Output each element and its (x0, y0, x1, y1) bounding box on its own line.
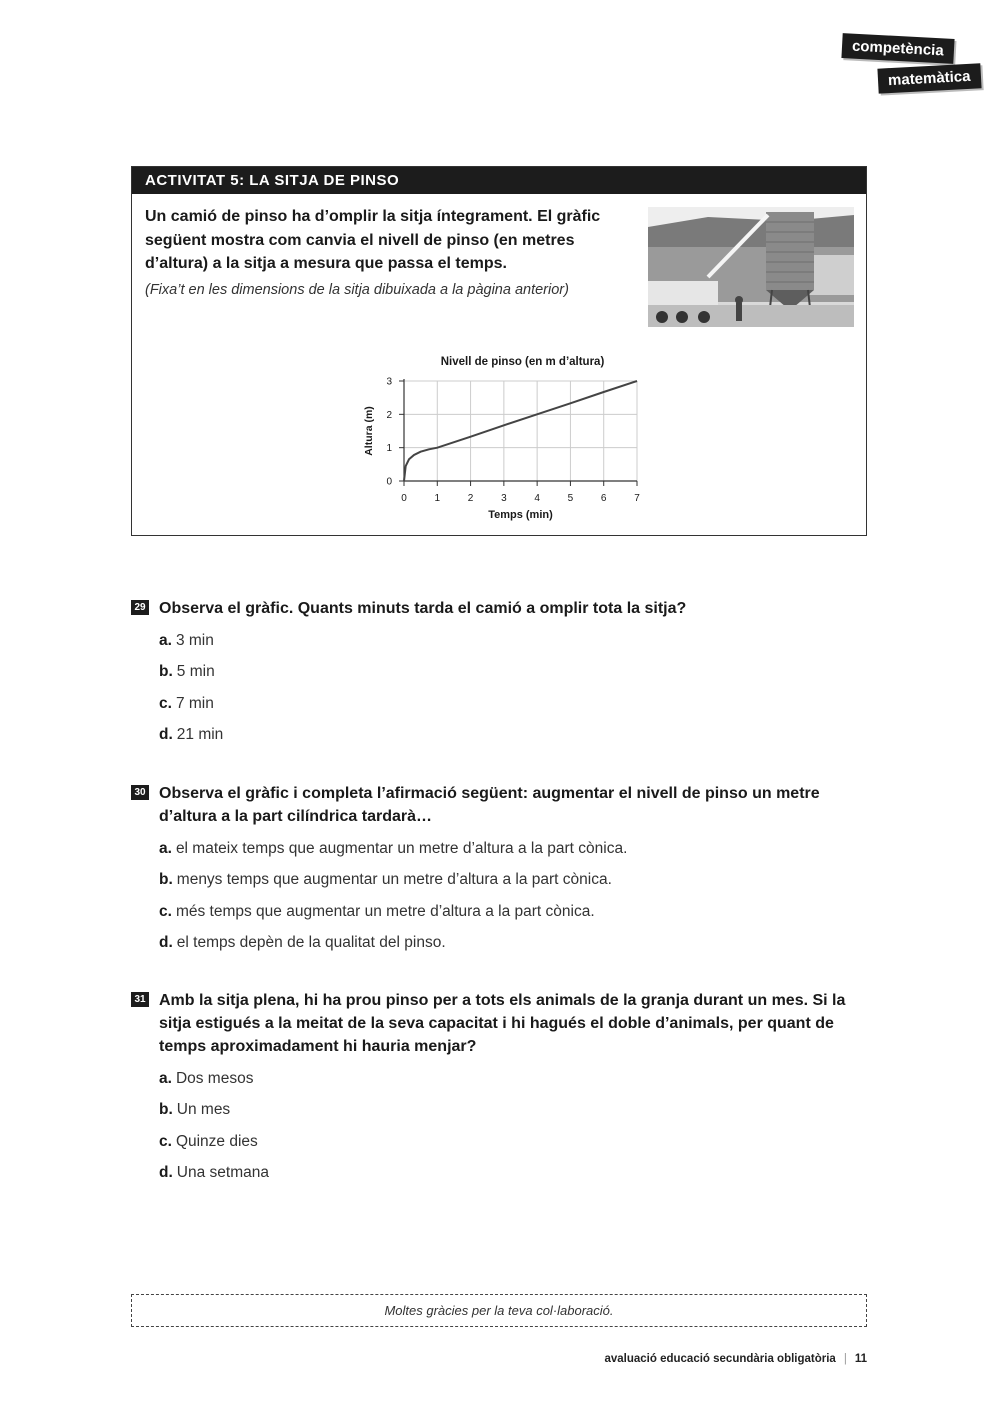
question-30 (131, 782, 871, 964)
thanks-note: Moltes gràcies per la teva col·laboració. (131, 1294, 867, 1327)
question-29-number: 29 (131, 600, 149, 615)
option-29d[interactable]: d. 21 min (159, 726, 224, 744)
x-tick-label: 3 (501, 493, 507, 504)
option-30c[interactable]: c. més temps que augmentar un metre d’altura a la part cònica. (159, 902, 595, 920)
activity-note: (Fixa’t en les dimensions de la sitja dibuixada a la pàgina anterior) (145, 282, 569, 298)
activity-title: ACTIVITAT 5: LA SITJA DE PINSO (132, 167, 866, 194)
question-29 (131, 597, 871, 756)
y-tick-label: 0 (386, 476, 392, 488)
option-31b[interactable]: b. Un mes (159, 1101, 231, 1119)
x-tick-label: 7 (634, 493, 640, 504)
footer-text: avaluació educació secundària obligatòria (604, 1353, 836, 1365)
option-29a[interactable]: a. 3 min (159, 632, 214, 649)
option-29b[interactable]: b. 5 min (159, 663, 215, 681)
option-29c[interactable]: c. 7 min (159, 694, 214, 712)
question-31-header (131, 989, 871, 1058)
x-axis-title: Temps (min) (488, 509, 553, 521)
page-footer (604, 1353, 867, 1365)
competencia-tag: competència (841, 33, 954, 64)
question-30-header (131, 782, 871, 828)
feed-level-chart (360, 352, 660, 532)
y-tick-label: 2 (386, 409, 392, 421)
activity-box (131, 166, 867, 536)
question-31-text: Amb la sitja plena, hi ha prou pinso per a tots els animals de la granja durant un mes. Si la sitja estigués a la meitat de la seva capacitat i hi hagués el doble d’animals, per quant de temps aproximadament hi hauria menjar? (159, 992, 846, 1055)
x-tick-label: 5 (567, 493, 574, 504)
option-30a[interactable]: a. el mateix temps que augmentar un metre d’altura a la part cònica. (159, 840, 628, 857)
question-29-options (131, 630, 871, 756)
chart-title: Nivell de pinso (en m d’altura) (440, 356, 605, 368)
x-tick-label: 1 (434, 493, 441, 504)
question-29-header (131, 597, 871, 620)
option-30b[interactable]: b. menys temps que augmentar un metre d’altura a la part cònica. (159, 871, 612, 889)
question-30-number: 30 (131, 785, 149, 800)
question-31 (131, 989, 871, 1194)
footer-separator: | (843, 1353, 847, 1365)
x-tick-label: 4 (534, 493, 540, 504)
y-tick-label: 3 (386, 376, 392, 388)
x-tick-label: 6 (600, 493, 607, 504)
question-31-number: 31 (131, 992, 149, 1007)
option-30d[interactable]: d. el temps depèn de la qualitat del pinso. (159, 934, 446, 952)
question-29-text: Observa el gràfic. Quants minuts tarda el camió a omplir tota la sitja? (159, 600, 687, 617)
silo-truck-photo (648, 207, 854, 327)
x-tick-label: 2 (467, 493, 474, 504)
question-30-options (131, 838, 871, 964)
option-31a[interactable]: a. Dos mesos (159, 1070, 254, 1087)
y-tick-label: 1 (386, 443, 392, 455)
page-number: 11 (854, 1353, 867, 1365)
x-tick-label: 0 (401, 493, 407, 504)
question-30-text: Observa el gràfic i completa l’afirmació següent: augmentar el nivell de pinso un metre d’altura a la part cilíndrica tardarà… (159, 785, 820, 825)
question-31-options (131, 1068, 871, 1194)
matematica-tag: matemàtica (877, 63, 981, 93)
y-axis-title: Altura (m) (363, 406, 375, 456)
feed-level-line (404, 381, 637, 481)
activity-intro: Un camió de pinso ha d’omplir la sitja íntegrament. El gràfic següent mostra com canvia el nivell de pinso (en metres d’altura) a la sitja a mesura que passa el temps. (145, 208, 601, 272)
option-31c[interactable]: c. Quinze dies (159, 1132, 258, 1150)
option-31d[interactable]: d. Una setmana (159, 1164, 269, 1182)
